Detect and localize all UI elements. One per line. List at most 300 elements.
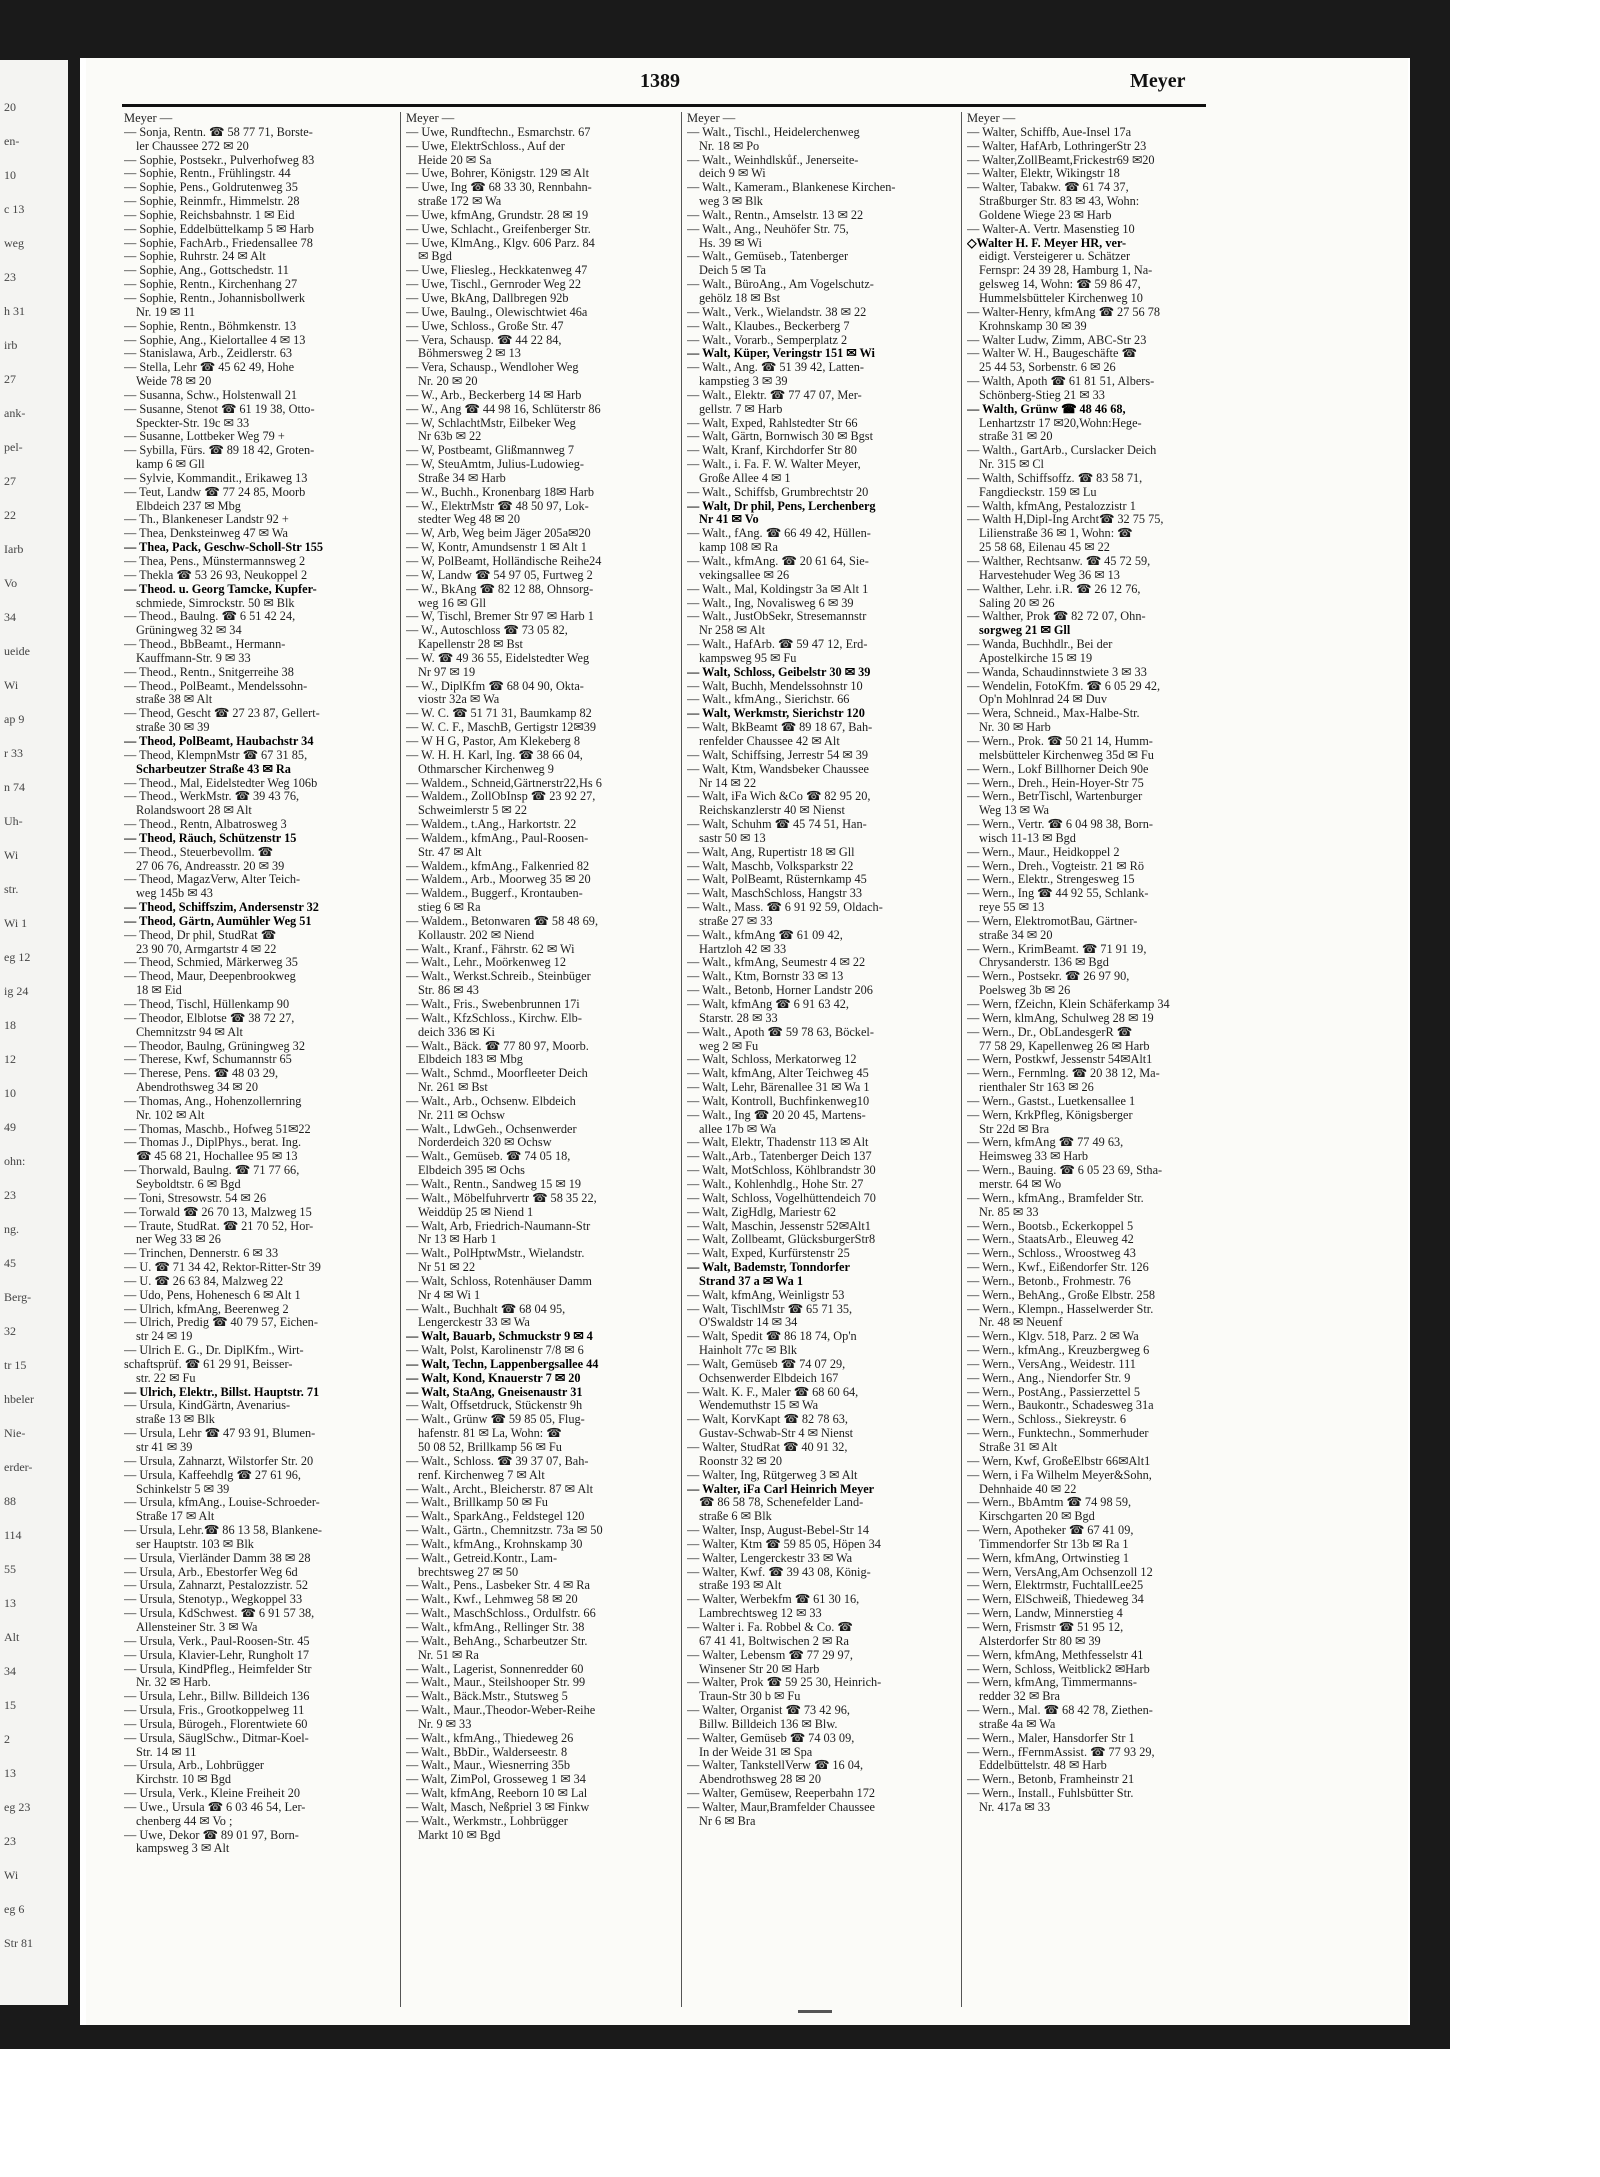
listing-entry: — Walt., Grünw ☎ 59 85 05, Flug- <box>406 1413 585 1427</box>
listing-continuation: Grüningweg 32 ✉ 34 <box>136 624 242 638</box>
previous-page-fragment: r 33 <box>4 746 23 760</box>
listing-continuation: weg 3 ✉ Blk <box>699 195 763 209</box>
previous-page-fragment: n 74 <box>4 780 25 794</box>
listing-entry: — Walt, PolBeamt, Rüsternkamp 45 <box>687 873 867 887</box>
listing-continuation: Nr 97 ✉ 19 <box>418 665 476 679</box>
listing-entry: — Walter, Kwf. ☎ 39 43 08, König- <box>687 1565 871 1579</box>
listing-entry: — Walt, Schloss, Rotenhäuser Damm <box>406 1274 592 1288</box>
listing-entry: — Wern, kfmAng, Methfesselstr 41 <box>967 1648 1144 1662</box>
listing-entry: — Toni, Stresowstr. 54 ✉ 26 <box>124 1191 267 1205</box>
listing-entry: — Walter, Tabakw. ☎ 61 74 37, <box>967 181 1129 195</box>
listing-entry: — Wern., BetrTischl, Wartenburger <box>967 790 1143 804</box>
listing-continuation: Weiddüp 25 ✉ Niend 1 <box>418 1205 534 1219</box>
listing-entry: — Walt, Werkmstr, Sierichstr 120 <box>687 707 865 721</box>
listing-continuation: Nr 13 ✉ Harb 1 <box>418 1233 497 1247</box>
listing-entry: — Walt, Bauarb, Schmuckstr 9 ✉ 4 <box>406 1330 593 1344</box>
listing-continuation: straße 31 ✉ 20 <box>979 430 1053 444</box>
listing-continuation: gehölz 18 ✉ Bst <box>699 291 781 305</box>
listing-entry: — Wern., Fernmlng. ☎ 20 38 12, Ma- <box>967 1067 1160 1081</box>
listing-entry: — Walt, Polst, Karolinenstr 7/8 ✉ 6 <box>406 1344 584 1358</box>
listing-entry: — Wern., Ang., Niendorfer Str. 9 <box>967 1371 1131 1385</box>
listing-entry: — Uwe, BkAng, Dallbregen 92b <box>406 291 569 305</box>
listing-continuation: Harvestehuder Weg 36 ✉ 13 <box>979 568 1120 582</box>
listing-entry: — Thea, Pack, Geschw-Scholl-Str 155 <box>124 541 324 555</box>
listing-entry: — Walt, ZimPol, Grosseweg 1 ✉ 34 <box>406 1773 586 1787</box>
listing-entry: — Walter,ZollBeamt,Frickestr69 ✉20 <box>967 153 1155 167</box>
listing-entry: — Walter, Lebensm ☎ 77 29 97, <box>687 1648 853 1662</box>
previous-page-fragment: ap 9 <box>4 712 25 726</box>
scan-frame-right <box>1410 0 1450 2025</box>
listing-continuation: Nr. 9 ✉ 33 <box>418 1717 472 1731</box>
column-head: Meyer — <box>406 112 455 125</box>
previous-page-fragment: str. <box>4 882 19 896</box>
previous-page-fragment: Wi <box>4 1868 19 1882</box>
listing-entry: — Uwe., Ursula ☎ 6 03 46 54, Ler- <box>124 1800 306 1814</box>
listing-entry: — Thekla ☎ 53 26 93, Neukoppel 2 <box>124 568 308 582</box>
listing-entry: — Walt., Apoth ☎ 59 78 63, Böckel- <box>687 1025 874 1039</box>
listing-continuation: 27 06 76, Andreasstr. 20 ✉ 39 <box>136 859 285 873</box>
listing-entry: — Stella, Lehr ☎ 45 62 49, Hohe <box>124 361 295 375</box>
listing-continuation: kamp 108 ✉ Ra <box>699 541 778 555</box>
listing-continuation: Nr 6 ✉ Bra <box>699 1814 756 1828</box>
listing-entry: — Walther, Lehr. i.R. ☎ 26 12 76, <box>967 582 1141 596</box>
listing-entry: — Walt, iFa Wich &Co ☎ 82 95 20, <box>687 790 871 804</box>
listing-entry: — Wern., Dreh., Vogteistr. 21 ✉ Rö <box>967 859 1145 873</box>
listing-entry: — Walt., Gemüseb., Tatenberger <box>687 250 849 264</box>
listing-entry: — Uwe, Fliesleg., Heckkatenweg 47 <box>406 264 588 278</box>
listing-entry: — Theod. u. Georg Tamcke, Kupfer- <box>124 582 317 596</box>
previous-page-fragment: h 31 <box>4 304 25 318</box>
listing-entry: — Wern., BbAmtm ☎ 74 98 59, <box>967 1496 1132 1510</box>
listing-entry: — Walt., Betonb, Horner Landstr 206 <box>687 984 873 998</box>
listing-entry: — Theod., Mal, Eidelstedter Weg 106b <box>124 776 318 790</box>
listing-continuation: In der Weide 31 ✉ Spa <box>699 1745 813 1759</box>
listing-continuation: Elbdeich 237 ✉ Mbg <box>136 499 241 513</box>
listing-entry: — Walt., kfmAng., Krohnskamp 30 <box>406 1537 583 1551</box>
listing-entry: — Thomas, Maschb., Hofweg 51✉22 <box>124 1122 311 1136</box>
listing-entry: — Wern, ElSchweiß, Thiedeweg 34 <box>967 1593 1144 1607</box>
previous-page-fragment: irb <box>4 338 18 352</box>
listing-entry: — Walt., Getreid.Kontr., Lam- <box>406 1551 558 1565</box>
listing-entry: — Wern., Schloss., Siekreystr. 6 <box>967 1413 1126 1427</box>
listing-entry: — Ursula, Lehr., Billw. Billdeich 136 <box>124 1690 310 1704</box>
listing-continuation: straße 172 ✉ Wa <box>418 195 502 209</box>
listing-entry: — Walt, BkBeamt ☎ 89 18 67, Bah- <box>687 721 873 735</box>
listing-entry: — Waldem., t.Ang., Harkortstr. 22 <box>406 818 577 832</box>
listing-continuation: str 24 ✉ 19 <box>136 1330 193 1344</box>
listing-entry: — Trinchen, Dennerstr. 6 ✉ 33 <box>124 1247 279 1261</box>
listing-entry: — Wern., Install., Fuhlsbütter Str. <box>967 1787 1134 1801</box>
listing-entry: — Walt, Masch, Neßpriel 3 ✉ Finkw <box>406 1800 590 1814</box>
listing-continuation: Str. 47 ✉ Alt <box>418 845 482 859</box>
listing-continuation: ✉ Bgd <box>418 250 452 264</box>
directory-column-3 <box>687 112 955 2007</box>
previous-page-fragment: 2 <box>4 1732 10 1746</box>
listing-entry: — Ursula, Bürogeh., Florentwiete 60 <box>124 1717 308 1731</box>
listing-entry: — Walt., kfmAng., Thiedeweg 26 <box>406 1731 574 1745</box>
listing-continuation: Nr. 211 ✉ Ochsw <box>418 1108 506 1122</box>
listing-entry: — Wern., VersAng., Weidestr. 111 <box>967 1357 1136 1371</box>
previous-page-fragment: erder- <box>4 1460 33 1474</box>
listing-entry: — W., DiplKfm ☎ 68 04 90, Okta- <box>406 679 584 693</box>
previous-page-fragment: 34 <box>4 1664 16 1678</box>
listing-entry: — Wern, VersAng,Am Ochsenzoll 12 <box>967 1565 1153 1579</box>
listing-continuation: Scharbeutzer Straße 43 ✉ Ra <box>136 762 291 776</box>
listing-entry: — Ursula, Zahnarzt, Wilstorfer Str. 20 <box>124 1454 314 1468</box>
listing-entry: — Walt., Kwf., Lehmweg 58 ✉ 20 <box>406 1593 578 1607</box>
listing-entry: — Walt, KorvKapt ☎ 82 78 63, <box>687 1413 848 1427</box>
previous-page-fragment: 20 <box>4 100 16 114</box>
listing-entry: — Walt., Bäck. ☎ 77 80 97, Moorb. <box>406 1039 589 1053</box>
listing-entry: — Wern., Funktechn., Sommerhuder <box>967 1427 1149 1441</box>
listing-entry: — Ursula, KindPfleg., Heimfelder Str <box>124 1662 312 1676</box>
listing-continuation: Weide 78 ✉ 20 <box>136 375 212 389</box>
listing-entry: — Uwe, Baulng., Olewischtwiet 46a <box>406 305 588 319</box>
listing-entry: — Walt, Schloss, Geibelstr 30 ✉ 39 <box>687 665 871 679</box>
listing-entry: — Wern, i Fa Wilhelm Meyer&Sohn, <box>967 1468 1152 1482</box>
listing-continuation: sorgweg 21 ✉ Gll <box>979 624 1071 638</box>
listing-continuation: renf. Kirchenweg 7 ✉ Alt <box>418 1468 545 1482</box>
listing-continuation: Nr. 30 ✉ Harb <box>979 721 1051 735</box>
listing-entry: — Uwe, KlmAng., Klgv. 606 Parz. 84 <box>406 236 595 250</box>
listing-entry: — Walt., kfmAng. ☎ 20 61 64, Sie- <box>687 555 869 568</box>
listing-entry: — Walth, kfmAng, Pestalozzistr 1 <box>967 499 1136 513</box>
listing-continuation: sastr 50 ✉ 13 <box>699 831 766 845</box>
listing-entry: — Walt., Ktm, Bornstr 33 ✉ 13 <box>687 970 844 984</box>
listing-entry: — Theod., Steuerbevollm. ☎ <box>124 845 273 859</box>
listing-continuation: Chemnitzstr 94 ✉ Alt <box>136 1025 243 1039</box>
listing-entry: — Walt., kfmAng ☎ 61 09 42, <box>687 928 843 942</box>
listing-continuation: Heimsweg 33 ✉ Harb <box>979 1150 1088 1164</box>
listing-entry: — Theod., WerkMstr. ☎ 39 43 76, <box>124 790 300 804</box>
listing-entry: — Walt., Tischl., Heidelerchenweg <box>687 125 860 139</box>
listing-entry: — Therese, Kwf, Schumannstr 65 <box>124 1053 292 1067</box>
listing-entry: — Wern, kfmAng, Ortwinstieg 1 <box>967 1551 1130 1565</box>
listing-continuation: gelsweg 14, Wohn: ☎ 59 86 47, <box>979 278 1141 292</box>
previous-page-fragment: 23 <box>4 270 16 284</box>
listing-continuation: Lenhartzstr 17 ✉20,Wohn:Hege- <box>979 416 1142 430</box>
listing-entry: — Theod, Gescht ☎ 27 23 87, Gellert- <box>124 707 320 721</box>
listing-entry: — Wern., Betonb, Framheinstr 21 <box>967 1773 1135 1787</box>
listing-entry: — Walt, Exped, Kurfürstenstr 25 <box>687 1247 850 1261</box>
listing-entry: — Wern., Maur., Heidkoppel 2 <box>967 845 1120 859</box>
listing-continuation: Nr. 417a ✉ 33 <box>979 1800 1051 1814</box>
listing-entry: — Walt, Techn, Lappenbergsallee 44 <box>406 1357 599 1371</box>
listing-entry: — Walt, Offsetdruck, Stückenstr 9h <box>406 1399 583 1413</box>
listing-entry: — Walter, Gemüsew, Reeperbahn 172 <box>687 1787 876 1801</box>
listing-entry: — Walt, TischlMstr ☎ 65 71 35, <box>687 1302 853 1316</box>
listing-continuation: Deich 5 ✉ Ta <box>699 264 766 278</box>
listing-continuation: ser Hauptstr. 103 ✉ Blk <box>136 1537 254 1551</box>
listing-entry: — Walt., LdwGeh., Ochsenwerder <box>406 1122 577 1136</box>
listing-continuation: melsbütteler Kirchenweg 35d ✉ Fu <box>979 748 1154 762</box>
listing-entry: — Sophie, Pens., Goldrutenweg 35 <box>124 181 298 195</box>
listing-continuation: weg 16 ✉ Gll <box>418 596 487 610</box>
listing-continuation: stieg 6 ✉ Ra <box>418 901 481 915</box>
listing-entry: — Ulrich, Predig ☎ 40 79 57, Eichen- <box>124 1316 318 1330</box>
listing-entry: — Ursula, Kaffeehdlg ☎ 27 61 96, <box>124 1468 301 1482</box>
listing-entry: — Traute, StudRat. ☎ 21 70 52, Hor- <box>124 1219 314 1233</box>
listing-entry: — Walt., kfmAng, Seumestr 4 ✉ 22 <box>687 956 866 970</box>
listing-continuation: Schinkelstr 5 ✉ 39 <box>136 1482 230 1496</box>
listing-entry: — Theod, PolBeamt, Haubachstr 34 <box>124 734 314 748</box>
listing-entry: — Walt, Maschin, Jessenstr 52✉Alt1 <box>687 1219 871 1233</box>
listing-continuation: Straßburger Str. 83 ✉ 43, Wohn: <box>979 195 1140 209</box>
listing-continuation: Nr. 315 ✉ Cl <box>979 458 1044 472</box>
listing-entry: — Ursula, kfmAng., Louise-Schroeder- <box>124 1496 320 1510</box>
listing-continuation: Apostelkirche 15 ✉ 19 <box>979 651 1093 665</box>
listing-continuation: Othmarscher Kirchenweg 9 <box>418 762 554 776</box>
listing-entry: — Walt., Pens., Lasbeker Str. 4 ✉ Ra <box>406 1579 590 1593</box>
listing-continuation: Kollaustr. 202 ✉ Niend <box>418 928 535 942</box>
column-head: Meyer — <box>124 112 173 125</box>
listing-entry: — Ursula, Lehr.☎ 86 13 58, Blankene- <box>124 1524 323 1538</box>
listing-continuation: straße 38 ✉ Alt <box>136 693 213 707</box>
listing-entry: — Walt, Ang, Rupertistr 18 ✉ Gll <box>687 845 855 859</box>
listing-entry: — Walt., Fris., Swebenbrunnen 17i <box>406 998 580 1011</box>
listing-entry: — Theod., Rentn., Snitgerreihe 38 <box>124 665 294 679</box>
directory-column-4 <box>967 112 1235 2007</box>
listing-entry: — Wern, KrkPfleg, Königsberger <box>967 1108 1133 1122</box>
listing-entry: — Walt., Maur., Steilshooper Str. 99 <box>406 1676 586 1690</box>
listing-entry: — Waldem., kfmAng., Falkenried 82 <box>406 859 590 873</box>
listing-continuation: allee 17b ✉ Wa <box>699 1122 777 1136</box>
listing-continuation: vekingsallee ✉ 26 <box>699 568 790 582</box>
listing-entry: — Walt., Schiffsb, Grumbrechtstr 20 <box>687 485 869 499</box>
listing-entry: — Ursula, Zahnarzt, Pestalozzistr. 52 <box>124 1579 309 1593</box>
listing-entry: — Walt., PolHptwMstr., Wielandstr. <box>406 1247 585 1261</box>
listing-continuation: merstr. 64 ✉ Wo <box>979 1177 1062 1191</box>
listing-continuation: Nr. 85 ✉ 33 <box>979 1205 1039 1219</box>
listing-entry: — Uwe, Rundftechn., Esmarchstr. 67 <box>406 125 591 139</box>
listing-entry: — Wanda, Schaudinnstwiete 3 ✉ 33 <box>967 665 1147 679</box>
listing-entry: — Walt, Schloss, Vogelhüttendeich 70 <box>687 1191 876 1205</box>
listing-entry: — Walt, Kranf, Kirchdorfer Str 80 <box>687 444 857 458</box>
listing-entry: — Wern, Apotheker ☎ 67 41 09, <box>967 1524 1134 1538</box>
listing-entry: — Wern., Klempn., Hasselwerder Str. <box>967 1302 1154 1316</box>
previous-page-fragment: ig 24 <box>4 984 29 998</box>
listing-entry: — Walt, Lehr, Bärenallee 31 ✉ Wa 1 <box>687 1081 870 1095</box>
listing-entry: — Walt., Maur., Wiesnerring 35b <box>406 1759 571 1773</box>
listing-entry: — U. ☎ 71 34 42, Rektor-Ritter-Str 39 <box>124 1261 321 1275</box>
listing-entry: — Walt., Gemüseb. ☎ 74 05 18, <box>406 1150 571 1164</box>
listing-continuation: Hainholt 77c ✉ Blk <box>699 1344 798 1358</box>
listing-entry: — Ursula, Vierländer Damm 38 ✉ 28 <box>124 1551 311 1565</box>
listing-entry: — Walth, Apoth ☎ 61 81 51, Albers- <box>967 375 1155 389</box>
listing-continuation: Str 22d ✉ Bra <box>979 1122 1050 1136</box>
listing-entry: — Waldem., kfmAng., Paul-Roosen- <box>406 831 589 845</box>
listing-continuation: Nr. 261 ✉ Bst <box>418 1081 488 1095</box>
listing-entry: — Sophie, Ruhrstr. 24 ✉ Alt <box>124 250 266 264</box>
listing-entry: — Walt, Arb, Friedrich-Naumann-Str <box>406 1219 591 1233</box>
listing-entry: — Walt., Lagerist, Sonnenredder 60 <box>406 1662 584 1676</box>
listing-continuation: Weg 13 ✉ Wa <box>979 804 1049 818</box>
listing-entry: — Ursula, Verk., Kleine Freiheit 20 <box>124 1787 300 1801</box>
listing-entry: — Theodor, Elblotse ☎ 38 72 27, <box>124 1011 295 1025</box>
column-divider <box>961 112 962 2007</box>
listing-continuation: Op'n Mohlnrad 24 ✉ Duv <box>979 693 1107 707</box>
listing-entry: — W., Arb., Beckerberg 14 ✉ Harb <box>406 388 582 402</box>
listing-entry: — Walt., Vorarb., Semperplatz 2 <box>687 333 848 347</box>
listing-continuation: 50 08 52, Brillkamp 56 ✉ Fu <box>418 1441 562 1454</box>
listing-entry: — Wern, Kwf, GroßeElbstr 66✉Alt1 <box>967 1454 1151 1468</box>
listing-continuation: Poelsweg 3b ✉ 26 <box>979 984 1071 998</box>
listing-entry: — U. ☎ 26 63 84, Malzweg 22 <box>124 1274 284 1288</box>
listing-entry: — Walt, MaschSchloss, Hangstr 33 <box>687 887 863 901</box>
listing-continuation: Chrysanderstr. 136 ✉ Bgd <box>979 956 1109 970</box>
listing-continuation: Kauffmann-Str. 9 ✉ 33 <box>136 651 251 665</box>
listing-entry: — Walt., Gärtn., Chemnitzstr. 73a ✉ 50 <box>406 1524 603 1538</box>
listing-entry: — Sophie, Eddelbüttelkamp 5 ✉ Harb <box>124 222 314 236</box>
listing-continuation: Nr. 32 ✉ Harb. <box>136 1676 211 1690</box>
listing-entry: — Walt., Möbelfuhrvertr ☎ 58 35 22, <box>406 1191 597 1205</box>
listing-continuation: str 41 ✉ 39 <box>136 1441 193 1454</box>
listing-continuation: reye 55 ✉ 13 <box>979 901 1045 915</box>
previous-page-fragment: 15 <box>4 1698 16 1712</box>
listing-continuation: weg 145b ✉ 43 <box>136 887 213 901</box>
listing-entry: — Walt, Maschb, Volksparkstr 22 <box>687 859 854 873</box>
listing-entry: — Ursula, Fris., Grootkoppelweg 11 <box>124 1704 305 1718</box>
listing-entry: — Wern., PostAng., Passierzettel 5 <box>967 1385 1140 1399</box>
listing-continuation: Eddelbüttelstr. 48 ✉ Harb <box>979 1759 1107 1773</box>
listing-continuation: Kirchstr. 10 ✉ Bgd <box>136 1773 232 1787</box>
listing-entry: — Ulrich E. G., Dr. DiplKfm., Wirt- <box>124 1344 304 1358</box>
listing-entry: — W, Arb, Weg beim Jäger 205a✉20 <box>406 527 591 541</box>
listing-continuation: kampstieg 3 ✉ 39 <box>699 375 788 389</box>
listing-entry: — Walter, Elektr, Wikingstr 18 <box>967 167 1120 181</box>
listing-entry: — Walt, Spedit ☎ 86 18 74, Op'n <box>687 1330 857 1344</box>
previous-page-fragment: ank- <box>4 406 26 420</box>
listing-continuation: Schönberg-Stieg 21 ✉ 33 <box>979 388 1105 402</box>
previous-page-fragment: ng. <box>4 1222 19 1236</box>
listing-entry: — Uwe, Ing ☎ 68 33 30, Rennbahn- <box>406 181 592 195</box>
listing-entry: — Walt, Kond, Knauerstr 7 ✉ 20 <box>406 1371 581 1385</box>
listing-continuation: 67 41 41, Boltwischen 2 ✉ Ra <box>699 1634 850 1648</box>
listing-entry: — Wern, Landw, Minnerstieg 4 <box>967 1607 1123 1621</box>
listing-entry: — Ursula, Arb., Ebestorfer Weg 6d <box>124 1565 298 1579</box>
listing-entry: — Waldem., Schneid,Gärtnerstr22,Hs 6 <box>406 776 602 790</box>
listing-entry: — Walt., HafArb. ☎ 59 47 12, Erd- <box>687 638 868 652</box>
scan-frame-top <box>80 0 1410 58</box>
previous-page-fragment: 49 <box>4 1120 16 1134</box>
listing-entry: — Wern, fZeichn, Klein Schäferkamp 34 <box>967 998 1170 1011</box>
listing-entry: — Wern., fFernmAssist. ☎ 77 93 29, <box>967 1745 1155 1759</box>
listing-continuation: Rolandswoort 28 ✉ Alt <box>136 804 252 818</box>
listing-entry: — Walter Ludw, Zimm, ABC-Str 23 <box>967 333 1147 347</box>
listing-continuation: str. 22 ✉ Fu <box>136 1371 196 1385</box>
listing-entry: — Walt., Arb., Ochsenw. Elbdeich <box>406 1094 576 1108</box>
listing-entry: — Wern, Frismstr ☎ 51 95 12, <box>967 1620 1124 1634</box>
listing-continuation: Str. 86 ✉ 43 <box>418 984 479 998</box>
listing-continuation: Starstr. 28 ✉ 33 <box>699 1011 778 1025</box>
listing-entry: — Walt., Archt., Bleicherstr. 87 ✉ Alt <box>406 1482 594 1496</box>
listing-entry: — Waldem., Arb., Moorweg 35 ✉ 20 <box>406 873 591 887</box>
listing-entry: — Walter-Henry, kfmAng ☎ 27 56 78 <box>967 305 1161 319</box>
listing-entry: — Sophie, Ang., Gottschedstr. 11 <box>124 264 289 278</box>
listing-entry: — Sophie, Rentn., Frühlingstr. 44 <box>124 167 291 181</box>
listing-entry: — Vera, Schausp. ☎ 44 22 84, <box>406 333 562 347</box>
listing-entry: — Sophie, Rentn., Böhmkenstr. 13 <box>124 319 297 333</box>
listing-continuation: Speckter-Str. 19c ✉ 33 <box>136 416 250 430</box>
listing-entry: — Sophie, Reichsbahnstr. 1 ✉ Eid <box>124 208 295 222</box>
listing-continuation: Str. 14 ✉ 11 <box>136 1745 197 1759</box>
listing-continuation: Heide 20 ✉ Sa <box>418 153 492 167</box>
listing-continuation: straße 34 ✉ 20 <box>979 928 1053 942</box>
listing-entry: — Walt., Brillkamp 50 ✉ Fu <box>406 1496 548 1510</box>
listing-entry: — Wern, Elektrmstr, FuchtallLee25 <box>967 1579 1144 1593</box>
listing-continuation: Abendrothsweg 28 ✉ 20 <box>699 1773 821 1787</box>
listing-continuation: ner Weg 33 ✉ 26 <box>136 1233 221 1247</box>
listing-entry: — Thea, Pens., Münstermannsweg 2 <box>124 555 306 568</box>
listing-continuation: wisch 11-13 ✉ Bgd <box>979 831 1076 845</box>
listing-entry: — Wern., Prok. ☎ 50 21 14, Humm- <box>967 734 1153 748</box>
listing-entry: — Ulrich, Elektr., Billst. Hauptstr. 71 <box>124 1385 320 1399</box>
listing-entry: — Wera, Schneid., Max-Halbe-Str. <box>967 707 1140 721</box>
listing-entry: — Wern., Vertr. ☎ 6 04 98 38, Born- <box>967 818 1154 832</box>
previous-page-fragment: Alt <box>4 1630 20 1644</box>
listing-continuation: Lambrechtsweg 12 ✉ 33 <box>699 1607 822 1621</box>
previous-page-fragment: pel- <box>4 440 23 454</box>
listing-entry: — Wanda, Buchhdlr., Bei der <box>967 638 1113 652</box>
previous-page-fragment: Wi <box>4 848 19 862</box>
listing-continuation: Wendemuthstr 15 ✉ Wa <box>699 1399 819 1413</box>
listing-continuation: Nr. 18 ✉ Po <box>699 139 760 153</box>
listing-entry: — Theod., Baulng. ☎ 6 51 42 24, <box>124 610 296 624</box>
running-head: Meyer <box>1130 70 1186 92</box>
listing-continuation: Hummelsbütteler Kirchenweg 10 <box>979 291 1143 305</box>
header-rule <box>122 104 1206 107</box>
listing-entry: — Theod., PolBeamt., Mendelssohn- <box>124 679 308 693</box>
listing-continuation: viostr 32a ✉ Wa <box>418 693 500 707</box>
listing-entry: — Walter, Schiffb, Aue-Insel 17a <box>967 125 1132 139</box>
listing-entry: — Walt., i. Fa. F. W. Walter Meyer, <box>687 458 861 472</box>
listing-entry: — Sophie, Rentn., Kirchenhang 27 <box>124 278 298 292</box>
listing-entry: — Theod., BbBeamt., Hermann- <box>124 638 286 652</box>
listing-continuation: ☎ 45 68 21, Hochallee 95 ✉ 13 <box>136 1150 298 1164</box>
listing-entry: — Walt, kfmAng, Reeborn 10 ✉ Lal <box>406 1787 588 1801</box>
listing-continuation: Nr. 51 ✉ Ra <box>418 1648 479 1662</box>
listing-continuation: redder 32 ✉ Bra <box>979 1690 1060 1704</box>
listing-entry: — Walt., Schloss. ☎ 39 37 07, Bah- <box>406 1454 589 1468</box>
listing-continuation: Straße 31 ✉ Alt <box>979 1441 1058 1454</box>
listing-entry: — Waldem., Buggerf., Krontauben- <box>406 887 583 901</box>
listing-entry: — Stanislawa, Arb., Zeidlerstr. 63 <box>124 347 293 361</box>
listing-continuation: Nr 4 ✉ Wi 1 <box>418 1288 481 1302</box>
listing-entry: — Walter, Prok ☎ 59 25 30, Heinrich- <box>687 1676 882 1690</box>
listing-entry: — Walter W. H., Baugeschäfte ☎ <box>967 347 1137 361</box>
previous-page-fragment: 27 <box>4 372 16 386</box>
previous-page-fragment: 27 <box>4 474 16 488</box>
listing-entry: — Uwe, ElektrSchloss., Auf der <box>406 139 565 153</box>
column-divider <box>400 112 401 2007</box>
listing-continuation: Lengerckestr 33 ✉ Wa <box>418 1316 530 1330</box>
listing-entry: — Walt., Verk., Wielandstr. 38 ✉ 22 <box>687 305 867 319</box>
listing-continuation: Fernspr: 24 39 28, Hamburg 1, Na- <box>979 264 1153 278</box>
listing-entry: — Walter, TankstellVerw ☎ 16 04, <box>687 1759 864 1773</box>
listing-continuation: hafenstr. 81 ✉ La, Wohn: ☎ <box>418 1427 562 1441</box>
listing-continuation: 18 ✉ Eid <box>136 984 182 998</box>
listing-entry: — Walt., Mass. ☎ 6 91 92 59, Oldach- <box>687 901 883 915</box>
previous-page-fragment: Str 81 <box>4 1936 34 1950</box>
listing-entry: — Wern., Mal. ☎ 68 42 78, Ziethen- <box>967 1704 1153 1718</box>
previous-page-fragment: 55 <box>4 1562 16 1576</box>
listing-entry: — Wern., Maler, Hansdorfer Str 1 <box>967 1731 1135 1745</box>
listing-entry: — Uwe, Bohrer, Königstr. 129 ✉ Alt <box>406 167 589 181</box>
listing-entry: — Walt., BbDir., Walderseestr. 8 <box>406 1745 568 1759</box>
listing-entry: — Ulrich, kfmAng, Beerenweg 2 <box>124 1302 289 1316</box>
listing-continuation: 77 58 29, Kapellenweg 26 ✉ Harb <box>979 1039 1150 1053</box>
previous-page-fragment: Uh- <box>4 814 23 828</box>
